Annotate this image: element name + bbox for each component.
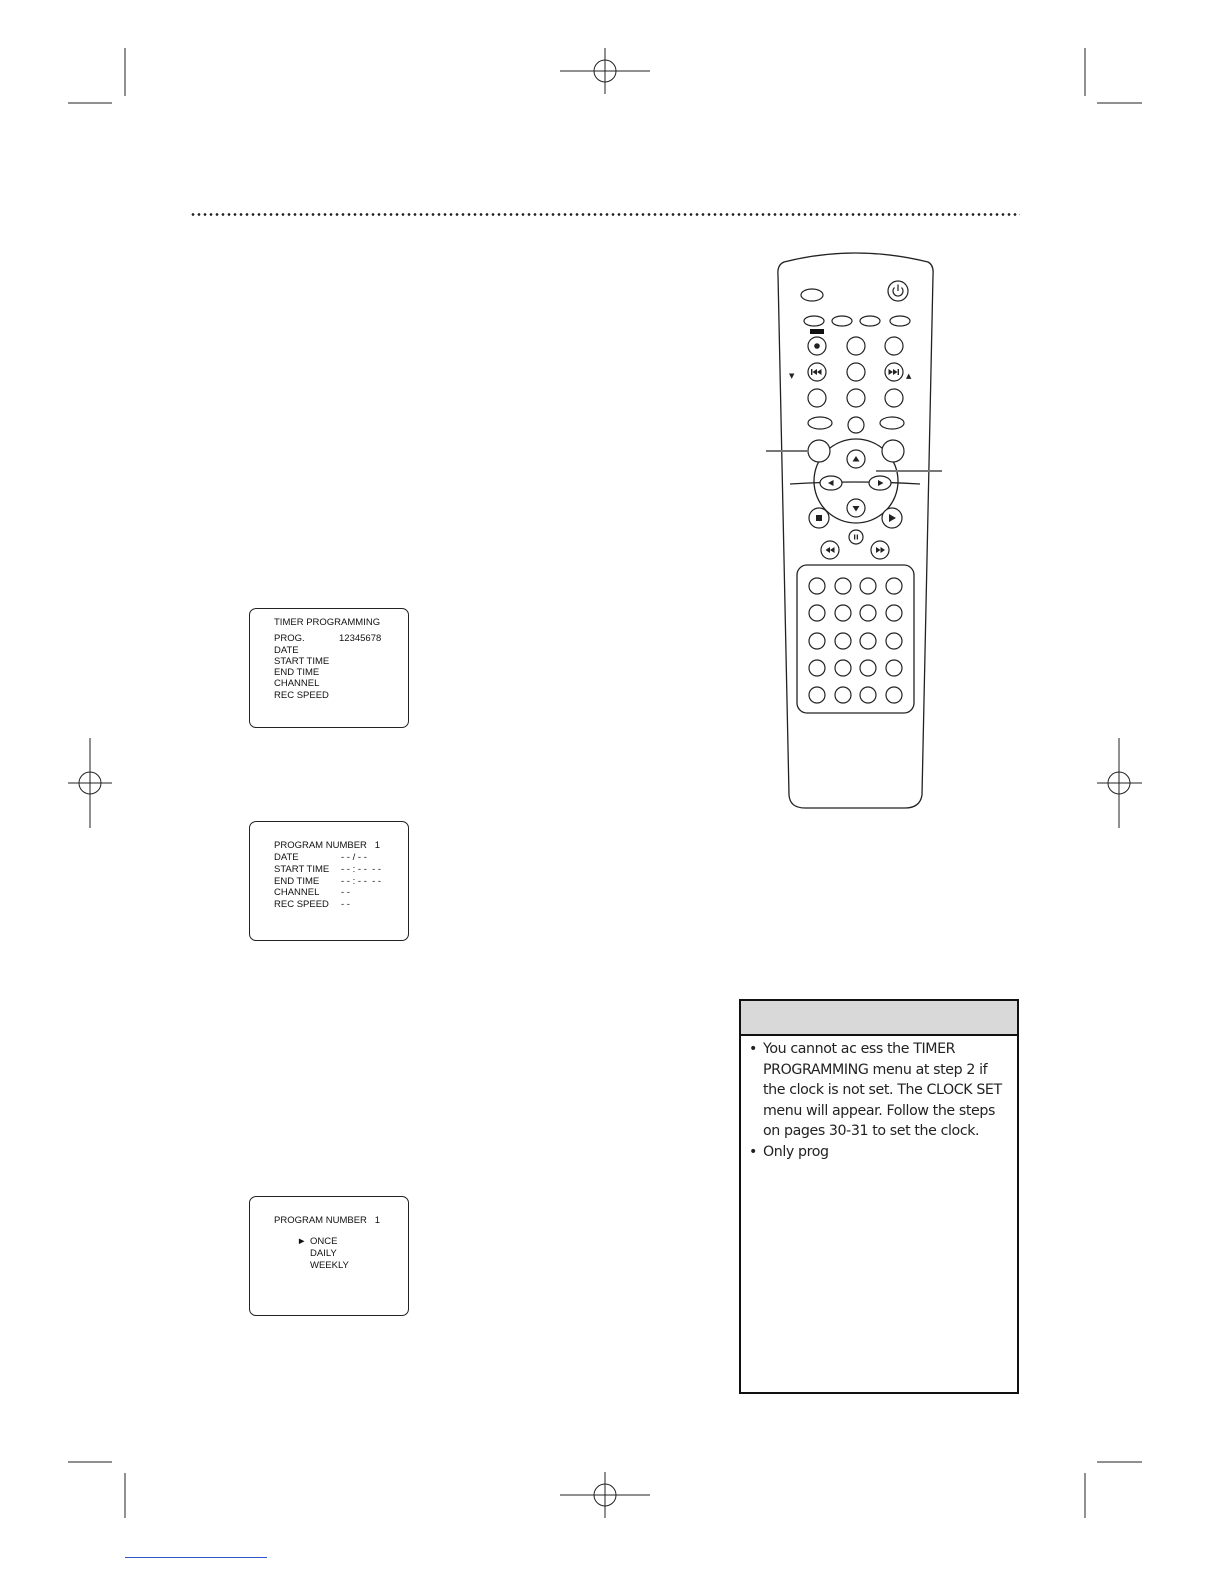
menu-row-value: - - — [341, 887, 350, 898]
up-marker: ▲ — [906, 372, 912, 380]
screen-title: PROGRAM NUMBER 1 — [274, 1215, 381, 1226]
callout-lines — [760, 440, 950, 480]
menu-row-value: - - : - - - - — [341, 876, 382, 887]
menu-row-label: END TIME — [274, 876, 320, 887]
hint-item — [749, 1039, 1011, 1142]
menu-row-label: PROG. — [274, 633, 305, 644]
remote-control — [760, 245, 960, 815]
number-keypad — [809, 578, 902, 703]
bullet: • — [749, 1143, 757, 1160]
round-button — [808, 389, 826, 407]
menu-row-value: - - — [341, 899, 350, 910]
menu-row-value: 12345678 — [339, 633, 382, 644]
stop-icon — [816, 515, 822, 521]
option-once: ONCE — [310, 1236, 338, 1247]
selection-arrow-icon: ► — [297, 1236, 307, 1247]
oval-button — [880, 417, 904, 429]
hint-box-header — [741, 1001, 1017, 1036]
round-button — [847, 389, 865, 407]
screen-title: TIMER PROGRAMMING — [274, 617, 381, 628]
hint-item — [749, 1142, 1011, 1163]
menu-row-value: - - : - - - - — [341, 864, 382, 875]
round-button — [848, 417, 864, 433]
program-frequency-screen — [249, 1196, 409, 1316]
menu-row-label: CHANNEL — [274, 887, 320, 898]
menu-row-label: DATE — [274, 852, 299, 863]
program-detail-screen — [249, 821, 409, 941]
function-button-3 — [860, 316, 880, 326]
menu-row-label: END TIME — [274, 667, 320, 678]
pause-button — [849, 530, 863, 544]
round-button — [847, 363, 865, 381]
menu-row-label: REC SPEED — [274, 690, 329, 701]
oval-button — [808, 417, 832, 429]
round-button — [885, 337, 903, 355]
timer-programming-screen — [249, 608, 409, 728]
hint-text: Only prog — [763, 1143, 829, 1160]
function-button-2 — [832, 316, 852, 326]
record-icon — [814, 343, 820, 349]
hint-box-body — [749, 1039, 1011, 1162]
screen-title: PROGRAM NUMBER 1 — [274, 840, 381, 851]
option-weekly: WEEKLY — [310, 1260, 349, 1271]
down-marker: ▼ — [789, 372, 795, 380]
hint-box — [739, 999, 1019, 1394]
bottom-link-underline — [125, 1557, 267, 1558]
menu-row-label: START TIME — [274, 656, 330, 667]
dotted-divider — [190, 212, 1020, 217]
menu-row-label: DATE — [274, 645, 299, 656]
option-daily: DAILY — [310, 1248, 337, 1259]
menu-row-label: REC SPEED — [274, 899, 329, 910]
function-button-1 — [804, 316, 824, 326]
bullet: • — [749, 1041, 757, 1057]
top-oval-button — [801, 289, 823, 301]
menu-row-label: START TIME — [274, 864, 330, 875]
function-button-4 — [890, 316, 910, 326]
menu-row-label: CHANNEL — [274, 678, 320, 689]
hint-text: You cannot ac ess the TIMER PROGRAMMING menu at step 2 if the clock is not set. The CLOCK SET menu will appear. Follow the steps on pages 30-31 to set the clock. — [763, 1041, 1002, 1139]
record-indicator — [810, 329, 824, 334]
round-button — [885, 389, 903, 407]
round-button — [847, 337, 865, 355]
menu-row-value: - - / - - — [341, 852, 367, 863]
